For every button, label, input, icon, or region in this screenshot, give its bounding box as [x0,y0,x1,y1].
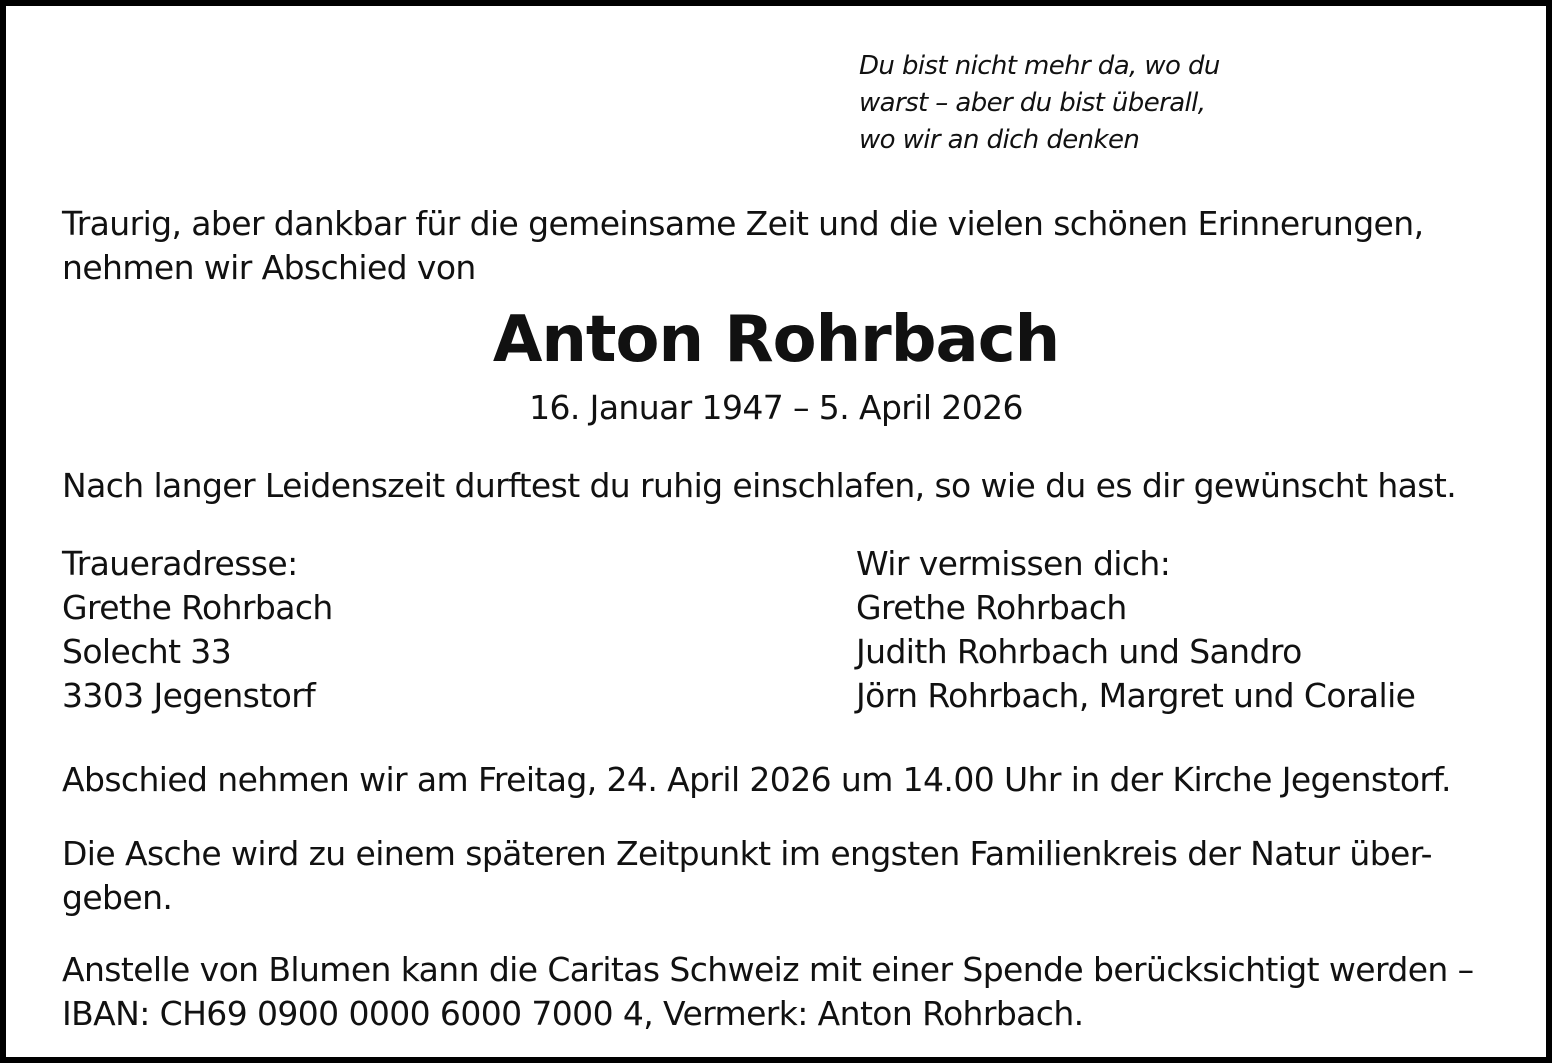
message-text: Nach langer Leidenszeit durftest du ruhig einschlafen, so wie du es dir gewünscht hast. [62,466,1457,505]
intro-text [62,202,1423,290]
deceased-name: Anton Rohrbach [492,303,1060,377]
motto-line: warst – aber du bist überall, [859,88,1206,118]
donation-text [62,948,1474,1036]
farewell-text: Abschied nehmen wir am Freitag, 24. April 2026 um 14.00 Uhr in der Kirche Jegenstorf. [62,760,1451,799]
family-member: Grethe Rohrbach [856,588,1127,627]
address-heading: Traueradresse: [62,544,298,583]
family-member: Judith Rohrbach und Sandro [856,632,1302,671]
donation-line: IBAN: CH69 0900 0000 6000 7000 4, Vermerk: Anton Rohrbach. [62,994,1084,1033]
address-street: Solecht 33 [62,632,232,671]
address-city: 3303 Jegenstorf [62,676,316,715]
address-name: Grethe Rohrbach [62,588,333,627]
ashes-text [62,832,1432,920]
motto-quote [859,48,1220,159]
motto-line: wo wir an dich denken [859,125,1140,155]
intro-line: Traurig, aber dankbar für die gemeinsame Zeit und die vielen schönen Erinnerungen, [62,204,1424,243]
donation-line: Anstelle von Blumen kann die Caritas Schweiz mit einer Spende berücksichtigt werden – [62,950,1474,989]
motto-line: Du bist nicht mehr da, wo du [859,51,1220,81]
ashes-line: geben. [62,878,173,917]
family-heading: Wir vermissen dich: [856,544,1171,583]
ashes-line: Die Asche wird zu einem späteren Zeitpunkt im engsten Familienkreis der Natur über- [62,834,1432,873]
mourning-address [62,542,333,718]
family-list [856,542,1415,718]
intro-line: nehmen wir Abschied von [62,248,476,287]
family-member: Jörn Rohrbach, Margret und Coralie [856,676,1416,715]
life-dates: 16. Januar 1947 – 5. April 2026 [529,388,1023,427]
